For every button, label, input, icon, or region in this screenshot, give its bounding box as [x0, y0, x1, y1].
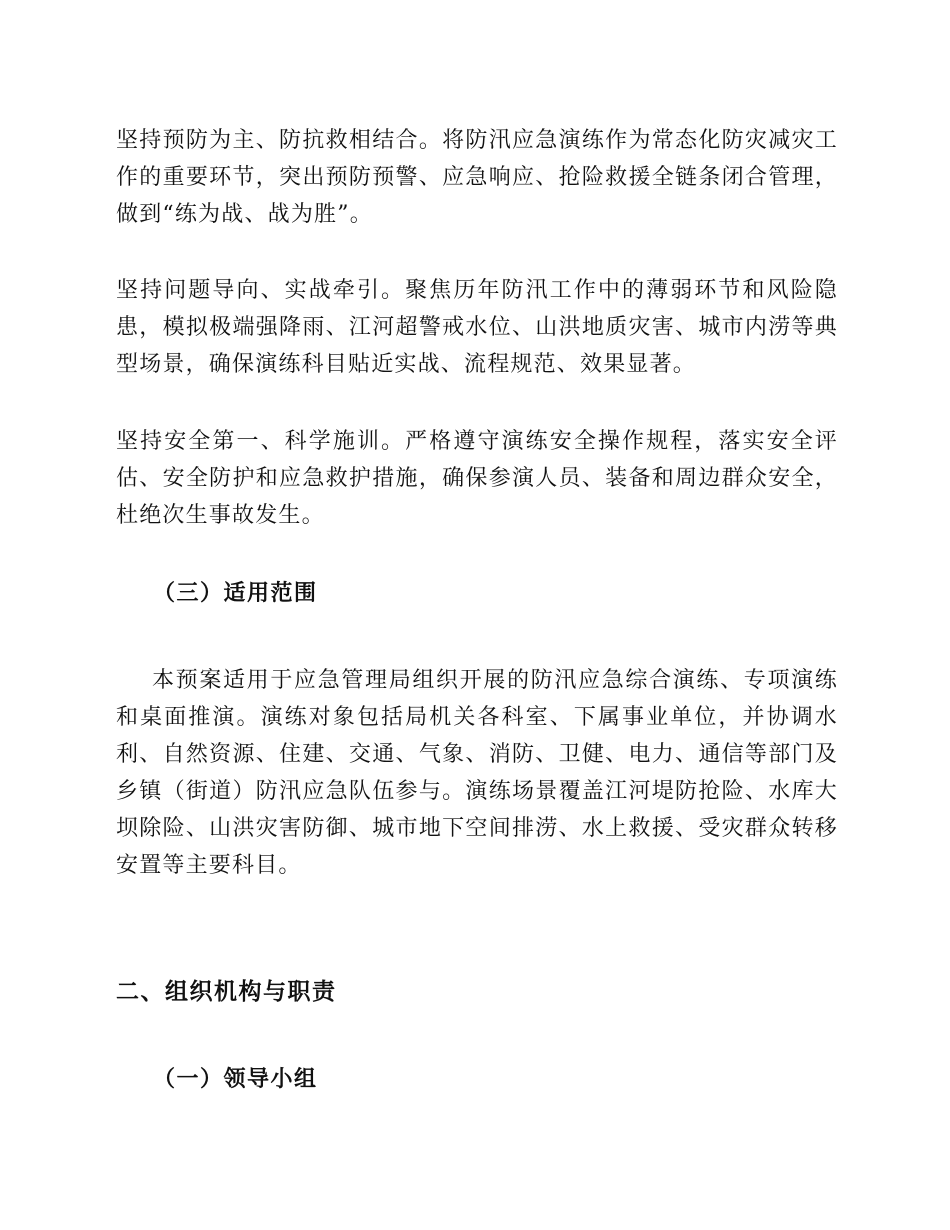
principle-prevention-paragraph: 坚持预防为主、防抗救相结合。将防汛应急演练作为常态化防灾减灾工作的重要环节，突出预防预警、应急响应、抢险救援全链条闭合管理，做到“练为战、战为胜”。: [116, 128, 838, 227]
section-2-heading: 二、组织机构与职责: [116, 979, 337, 1005]
scope-paragraph: 本预案适用于应急管理局组织开展的防汛应急综合演练、专项演练和桌面推演。演练对象包括局机关各科室、下属事业单位，并协调水利、自然资源、住建、交通、气象、消防、卫健、电力、通信等部门及乡镇（街道）防汛应急队伍参与。演练场景覆盖江河堤防抢险、水库大坝除险、山洪灾害防御、城市地下空间排涝、水上救援、受灾群众转移安置等主要科目。: [116, 668, 838, 878]
principle-safety-paragraph: 坚持安全第一、科学施训。严格遵守演练安全操作规程，落实安全评估、安全防护和应急救护措施，确保参演人员、装备和周边群众安全，杜绝次生事故发生。: [116, 429, 838, 528]
scope-heading: （三）适用范围: [153, 580, 318, 606]
leadership-group-heading: （一）领导小组: [153, 1066, 318, 1092]
principle-problem-oriented-paragraph: 坚持问题导向、实战牵引。聚焦历年防汛工作中的薄弱环节和风险隐患，模拟极端强降雨、江河超警戒水位、山洪地质灾害、城市内涝等典型场景，确保演练科目贴近实战、流程规范、效果显著。: [116, 278, 838, 377]
